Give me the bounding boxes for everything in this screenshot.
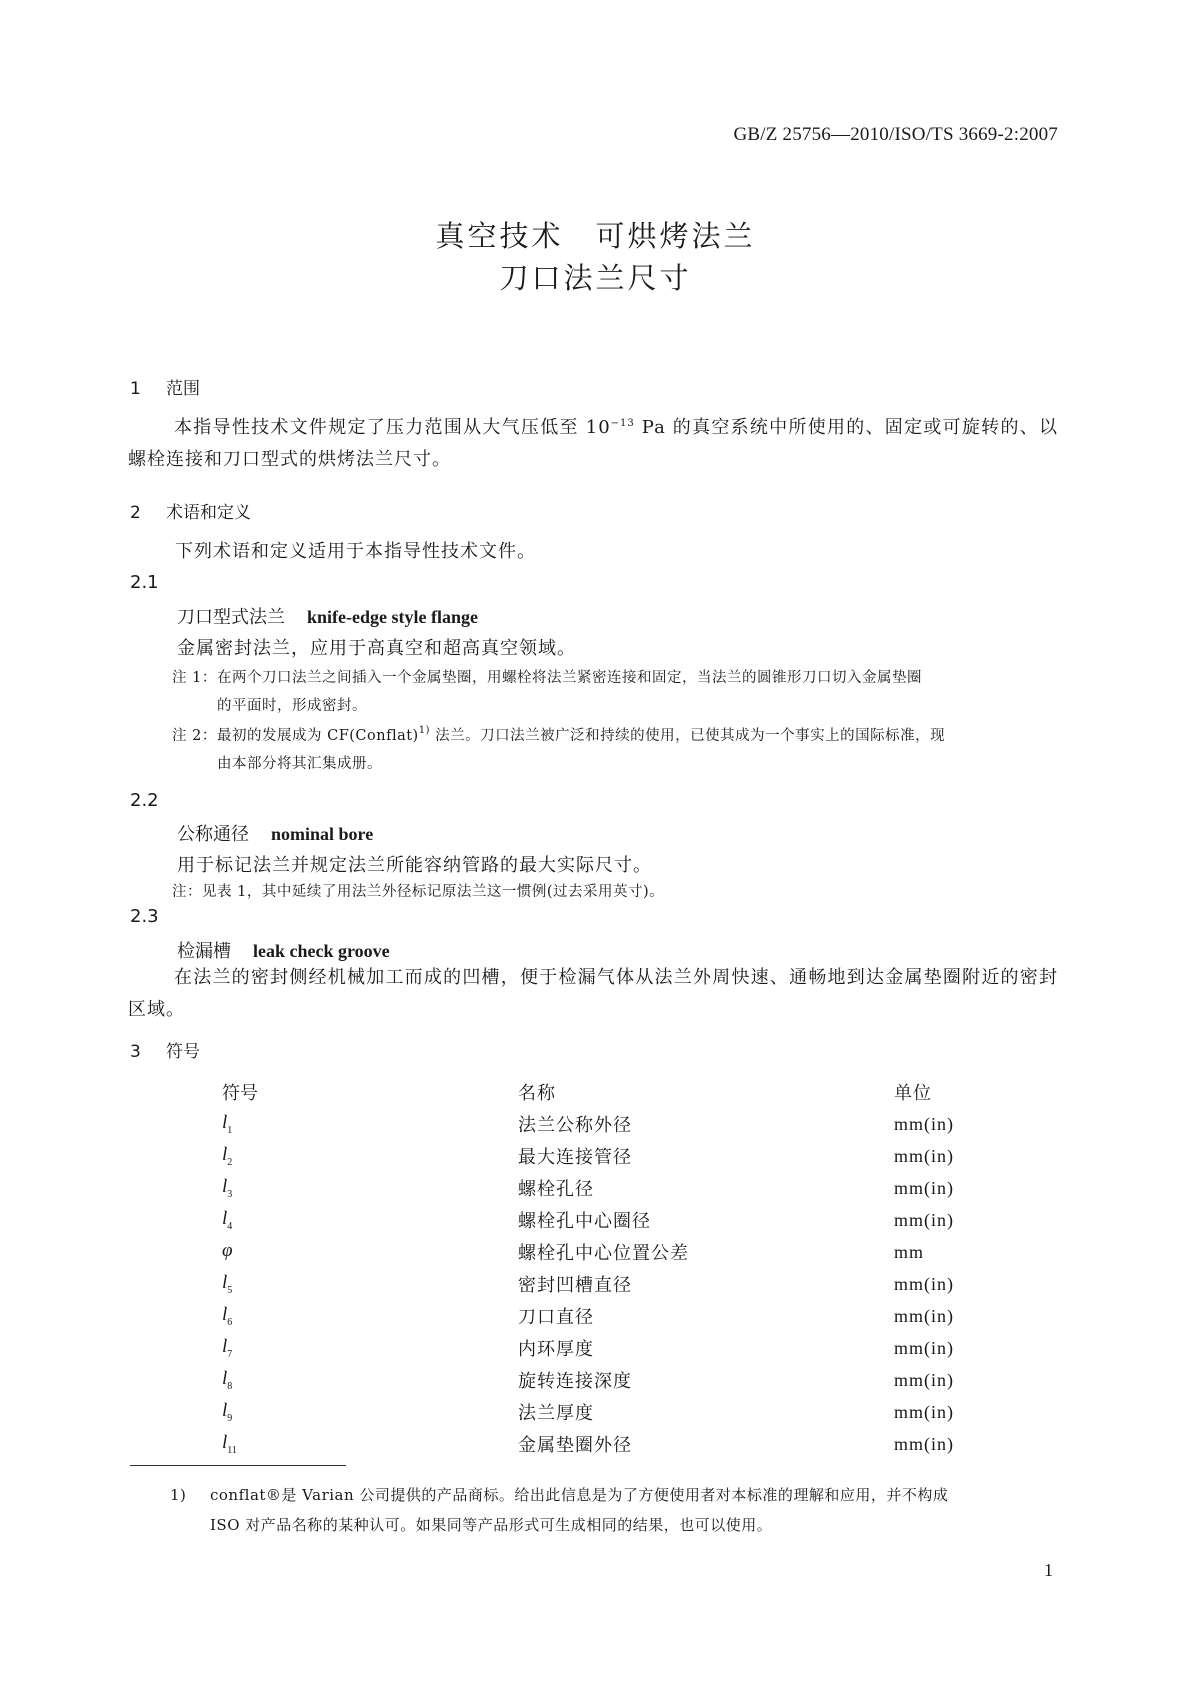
- header-name: 名称: [518, 1083, 556, 1104]
- table-header-row: [222, 1076, 1062, 1108]
- section-1-heading: [130, 374, 200, 399]
- unit-cell: mm(in): [894, 1113, 954, 1134]
- table-row: [222, 1204, 1062, 1236]
- section-3-heading: [130, 1037, 200, 1062]
- section-title: 范围: [166, 379, 200, 399]
- symbol-cell: $l_5$: [222, 1272, 233, 1296]
- header-symbol: 符号: [222, 1083, 258, 1104]
- note-text: 最初的发展成为 CF(Conflat): [217, 728, 419, 744]
- unit-cell: mm(in): [894, 1273, 954, 1294]
- footnote-ref: 1): [418, 725, 430, 736]
- unit-cell: mm: [894, 1241, 925, 1262]
- name-cell: 旋转连接深度: [518, 1371, 632, 1392]
- symbol-cell: φ: [222, 1240, 233, 1262]
- unit-cell: mm(in): [894, 1401, 954, 1422]
- page-number: 1: [1044, 1560, 1053, 1580]
- term-en: nominal bore: [271, 824, 374, 844]
- note-2: [172, 722, 1058, 778]
- term-2-3: [177, 937, 390, 963]
- unit-cell: mm(in): [894, 1369, 954, 1390]
- document-code: GB/Z 25756—2010/ISO/TS 3669-2:2007: [733, 124, 1058, 145]
- symbol-cell: $l_{11}$: [222, 1432, 237, 1456]
- symbol-cell: $l_8$: [222, 1368, 233, 1392]
- scope-paragraph: [128, 412, 1058, 476]
- definition-2-3: 在法兰的密封侧经机械加工而成的凹槽，便于检漏气体从法兰外周快速、通畅地到达金属垫圈附近的密封区域。: [128, 967, 1058, 1020]
- term-en: leak check groove: [253, 941, 390, 961]
- term-cn: 公称通径: [177, 824, 249, 845]
- symbol-cell: $l_6$: [222, 1304, 233, 1328]
- clause-2-2-number: 2.2: [130, 790, 159, 811]
- note-1: [172, 664, 1058, 720]
- name-cell: 内环厚度: [518, 1339, 594, 1360]
- name-cell: 螺栓孔径: [518, 1179, 594, 1200]
- table-row: [222, 1396, 1062, 1428]
- symbol-cell: $l_7$: [222, 1336, 233, 1360]
- term-cn: 刀口型式法兰: [177, 607, 285, 628]
- term-2-2: [177, 820, 373, 846]
- note-text: 在两个刀口法兰之间插入一个金属垫圈，用螺栓将法兰紧密连接和固定，当法兰的圆锥形刀口切入金属垫圈: [217, 670, 922, 686]
- unit-cell: mm(in): [894, 1209, 954, 1230]
- header-unit: 单位: [894, 1083, 932, 1104]
- section-title: 符号: [166, 1042, 200, 1062]
- table-row: [222, 1140, 1062, 1172]
- exponent: −13: [610, 418, 635, 429]
- table-row: [222, 1172, 1062, 1204]
- terms-intro: 下列术语和定义适用于本指导性技术文件。: [175, 541, 536, 562]
- clause-2-3-number: 2.3: [130, 906, 159, 927]
- scope-text-b: Pa 的真空系统中所使用的、固定或可旋转的、以螺栓连接和刀口型式的烘烤法兰尺寸。: [128, 417, 1058, 470]
- term-2-1: [177, 603, 478, 629]
- name-cell: 法兰公称外径: [518, 1115, 632, 1136]
- table-row: [222, 1108, 1062, 1140]
- scope-text-a: 本指导性技术文件规定了压力范围从大气压低至 10: [174, 417, 611, 438]
- section-number: 3: [130, 1042, 141, 1062]
- unit-cell: mm(in): [894, 1305, 954, 1326]
- footnote-rule: [130, 1465, 346, 1466]
- name-cell: 密封凹槽直径: [518, 1275, 632, 1296]
- symbols-table: [222, 1076, 1062, 1460]
- definition-2-2: 用于标记法兰并规定法兰所能容纳管路的最大实际尺寸。: [177, 855, 652, 876]
- clause-2-1-number: 2.1: [130, 572, 159, 593]
- table-row: [222, 1268, 1062, 1300]
- note-text-cont: 由本部分将其汇集成册。: [217, 756, 382, 772]
- unit-cell: mm(in): [894, 1433, 954, 1454]
- name-cell: 金属垫圈外径: [518, 1435, 632, 1456]
- section-number: 1: [130, 379, 141, 399]
- symbol-cell: $l_3$: [222, 1176, 233, 1200]
- section-2-heading: [130, 498, 251, 523]
- title-line-1: 真空技术 可烘烤法兰: [435, 219, 756, 253]
- symbol-cell: $l_2$: [222, 1144, 233, 1168]
- note-2-2: 注：见表 1，其中延续了用法兰外径标记原法兰这一惯例(过去采用英寸)。: [172, 884, 665, 900]
- note-text: 法兰。刀口法兰被广泛和持续的使用，已使其成为一个事实上的国际标准，现: [429, 728, 946, 744]
- term-en: knife-edge style flange: [307, 607, 478, 627]
- name-cell: 螺栓孔中心圈径: [518, 1211, 651, 1232]
- name-cell: 法兰厚度: [518, 1403, 594, 1424]
- symbol-cell: $l_4$: [222, 1208, 233, 1232]
- note-text-cont: 的平面时，形成密封。: [217, 698, 367, 714]
- note-label: 注 1：: [172, 670, 217, 686]
- term-cn: 检漏槽: [177, 941, 231, 962]
- note-label: 注 2：: [172, 728, 217, 744]
- footnote-text-cont: ISO 对产品名称的某种认可。如果同等产品形式可生成相同的结果，也可以使用。: [210, 1516, 773, 1534]
- unit-cell: mm(in): [894, 1145, 954, 1166]
- section-title: 术语和定义: [166, 503, 251, 523]
- symbol-cell: $l_9$: [222, 1400, 233, 1424]
- name-cell: 螺栓孔中心位置公差: [518, 1243, 689, 1264]
- table-row: [222, 1364, 1062, 1396]
- name-cell: 最大连接管径: [518, 1147, 632, 1168]
- table-row: [222, 1300, 1062, 1332]
- symbol-cell: $l_1$: [222, 1112, 233, 1136]
- table-row: [222, 1428, 1062, 1460]
- section-number: 2: [130, 503, 141, 523]
- unit-cell: mm(in): [894, 1337, 954, 1358]
- unit-cell: mm(in): [894, 1177, 954, 1198]
- title-line-2: 刀口法兰尺寸: [499, 261, 692, 295]
- footnote-text: conflat®是 Varian 公司提供的产品商标。给出此信息是为了方便使用者对本标准的理解和应用，并不构成: [210, 1486, 949, 1504]
- name-cell: 刀口直径: [518, 1307, 594, 1328]
- table-row: [222, 1332, 1062, 1364]
- footnote-marker: 1): [170, 1486, 187, 1504]
- definition-2-1: 金属密封法兰，应用于高真空和超高真空领域。: [177, 638, 576, 659]
- footnote: [170, 1480, 1060, 1540]
- table-row: [222, 1236, 1062, 1268]
